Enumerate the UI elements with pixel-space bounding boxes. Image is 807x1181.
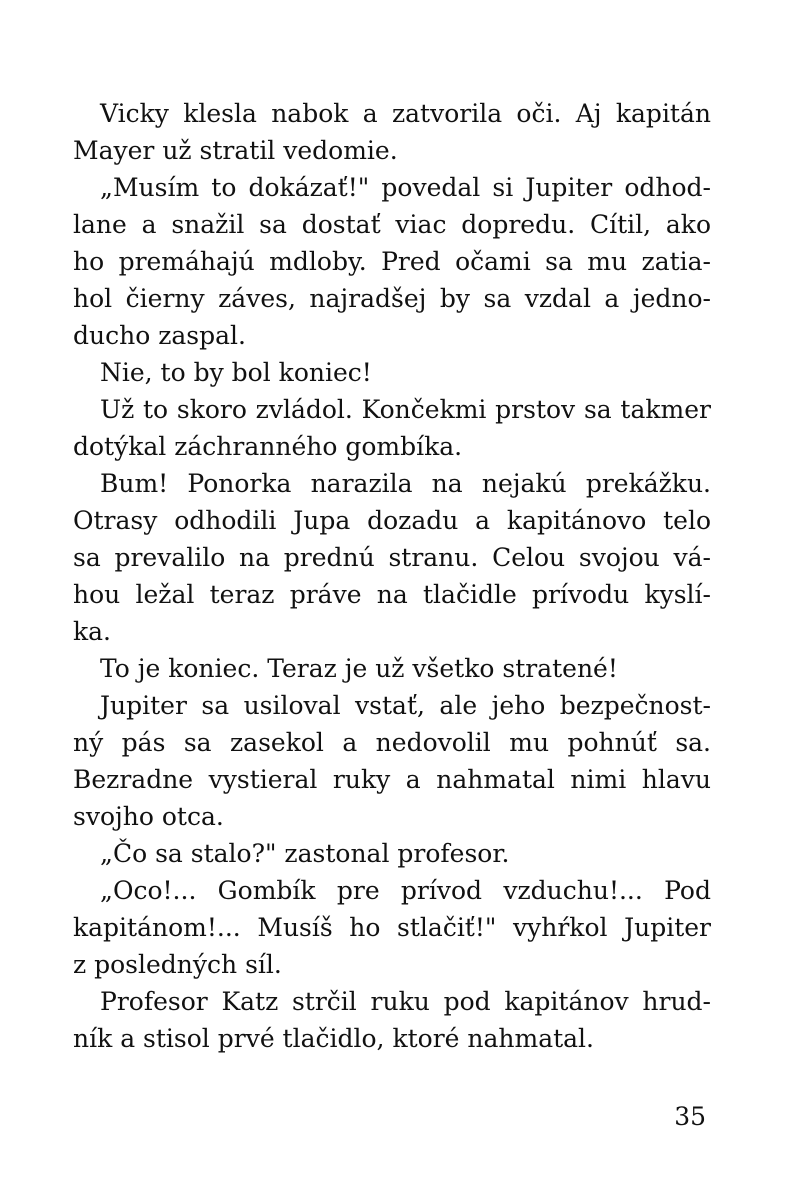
- body-text: [73, 95, 711, 1057]
- text-line: ný pás sa zasekol a nedovolil mu pohnúť sa.: [73, 728, 711, 757]
- text-line: „Musím to dokázať!" povedal si Jupiter odhod-: [100, 173, 711, 202]
- text-line: ník a stisol prvé tlačidlo, ktoré nahmatal.: [73, 1024, 594, 1053]
- text-line: ka.: [73, 617, 112, 646]
- text-line: Bezradne vystieral ruky a nahmatal nimi hlavu: [73, 765, 711, 794]
- text-line: hou ležal teraz práve na tlačidle prívodu kyslí-: [73, 580, 711, 609]
- text-line: Nie, to by bol koniec!: [100, 358, 372, 387]
- text-line: Bum! Ponorka narazila na nejakú prekážku.: [100, 469, 711, 498]
- text-line: Profesor Katz strčil ruku pod kapitánov hrud-: [100, 987, 711, 1016]
- text-line: Jupiter sa usiloval vstať, ale jeho bezpečnost-: [100, 691, 711, 720]
- text-line: Už to skoro zvládol. Končekmi prstov sa takmer: [100, 395, 711, 424]
- text-line: z posledných síl.: [73, 950, 282, 979]
- text-line: kapitánom!... Musíš ho stlačiť!" vyhŕkol Jupiter: [73, 913, 711, 942]
- text-line: dotýkal záchranného gombíka.: [73, 432, 463, 461]
- text-line: Otrasy odhodili Jupa dozadu a kapitánovo telo: [73, 506, 711, 535]
- text-line: „Čo sa stalo?" zastonal profesor.: [100, 839, 510, 868]
- text-line: „Oco!... Gombík pre prívod vzduchu!... Pod: [100, 876, 711, 905]
- text-line: hol čierny záves, najradšej by sa vzdal a jedno-: [73, 284, 711, 313]
- text-line: Mayer už stratil vedomie.: [73, 136, 398, 165]
- text-line: lane a snažil sa dostať viac dopredu. Cítil, ako: [73, 210, 711, 239]
- text-line: ho premáhajú mdloby. Pred očami sa mu zatia-: [73, 247, 711, 276]
- text-line: svojho otca.: [73, 802, 224, 831]
- text-line: sa prevalilo na prednú stranu. Celou svojou vá-: [73, 543, 711, 572]
- text-line: To je koniec. Teraz je už všetko stratené!: [100, 654, 618, 683]
- text-line: ducho zaspal.: [73, 321, 246, 350]
- page-number: 35: [674, 1102, 706, 1131]
- text-line: Vicky klesla nabok a zatvorila oči. Aj kapitán: [100, 99, 711, 128]
